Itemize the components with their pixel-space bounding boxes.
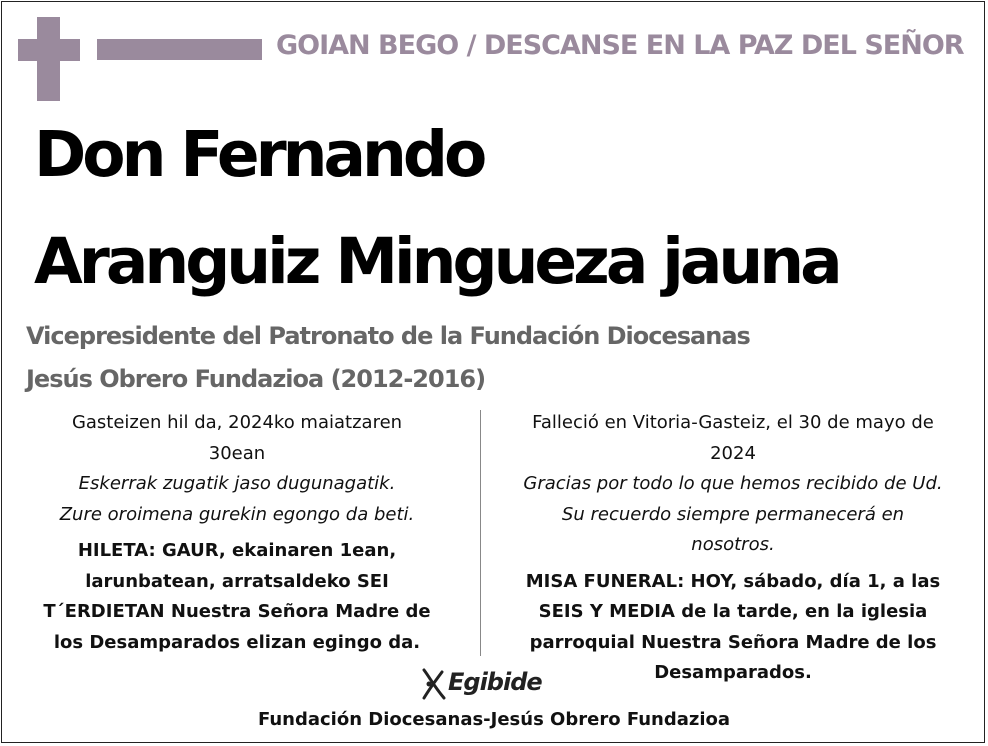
logo-text: Egibide bbox=[448, 668, 542, 696]
basque-column bbox=[22, 408, 452, 658]
funeral-line: T´ERDIETAN Nuestra Señora Madre de bbox=[43, 601, 431, 622]
funeral-info bbox=[518, 567, 948, 689]
cross-icon-bar bbox=[18, 39, 80, 61]
thanks-line: Su recuerdo siempre permanecerá en nosotros. bbox=[561, 503, 905, 555]
thanks-line: Eskerrak zugatik jaso dugunagatik. bbox=[78, 473, 396, 494]
role-line2: Jesús Obrero Fundazioa (2012-2016) bbox=[26, 365, 486, 393]
deceased-name-line1: Don Fernando bbox=[34, 118, 484, 191]
death-notice-line: 30ean bbox=[208, 442, 266, 464]
funeral-line: parroquial Nuestra Señora Madre de los bbox=[529, 631, 937, 653]
thanks-line: Gracias por todo lo que hemos recibido de Ud. bbox=[523, 473, 943, 494]
funeral-line: SEIS Y MEDIA de la tarde, en la iglesia bbox=[538, 601, 928, 622]
funeral-info bbox=[22, 536, 452, 658]
death-notice-line: Gasteizen hil da, 2024ko maiatzaren bbox=[71, 412, 403, 433]
funeral-line: larunbatean, arratsaldeko SEI bbox=[85, 570, 389, 592]
funeral-line: HILETA: GAUR, ekainaren 1ean, bbox=[77, 540, 397, 561]
header-rule bbox=[97, 39, 262, 60]
spanish-column bbox=[518, 408, 948, 689]
header-text: GOIAN BEGO / DESCANSE EN LA PAZ DEL SEÑOR bbox=[276, 30, 964, 61]
thanks-line: Zure oroimena gurekin egongo da beti. bbox=[59, 503, 415, 525]
death-notice-line: Falleció en Vitoria-Gasteiz, el 30 de mayo de bbox=[532, 412, 934, 433]
egibide-logo bbox=[420, 664, 550, 704]
funeral-line: MISA FUNERAL: HOY, sábado, día 1, a las bbox=[525, 570, 941, 592]
footer-text: Fundación Diocesanas-Jesús Obrero Fundazioa bbox=[257, 709, 731, 730]
column-divider bbox=[480, 410, 481, 656]
deceased-name-line2: Aranguiz Mingueza jauna bbox=[34, 225, 839, 298]
funeral-line: Desamparados. bbox=[654, 662, 812, 683]
death-notice-line: 2024 bbox=[710, 442, 756, 464]
funeral-line: los Desamparados elizan egingo da. bbox=[53, 631, 421, 653]
role-line1: Vicepresidente del Patronato de la Fundación Diocesanas bbox=[26, 322, 750, 350]
